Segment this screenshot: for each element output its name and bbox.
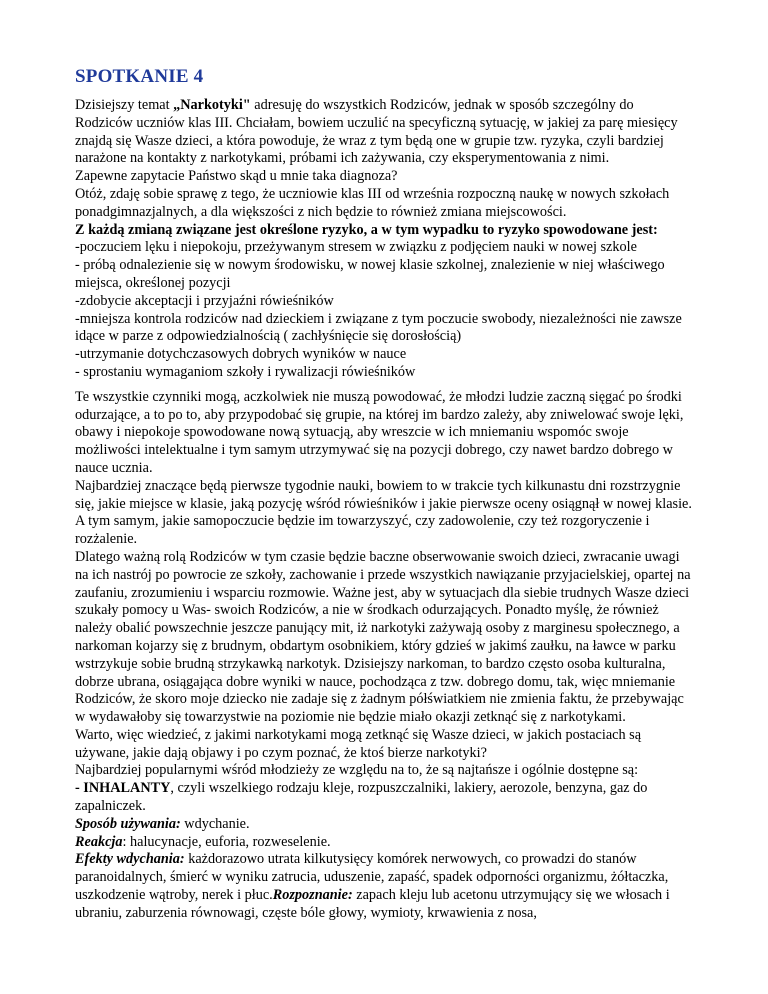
effects-label: Efekty wdychania:	[75, 851, 185, 868]
question-line: Zapewne zapytacie Państwo skąd u mnie taka diagnoza?	[75, 168, 398, 185]
inhalants-desc: , czyli wszelkiego rodzaju kleje, rozpuszczalniki, lakiery, aerozole, benzyna, gaz do zapalniczek.	[75, 780, 648, 815]
effects-paragraph	[75, 851, 695, 922]
intro-topic: „Narkotyki"	[173, 97, 251, 113]
inhalants-paragraph	[75, 780, 695, 816]
reaction-label: Reakcja	[75, 833, 123, 850]
inhalants-name: - INHALANTY	[75, 780, 171, 797]
body-paragraph: Warto, więc wiedzieć, z jakimi narkotykami mogą zetknąć się Wasze dzieci, w jakich postaciach są używane, jakie dają objawy i po czym poznać, że ktoś bierze narkotyki?	[75, 726, 642, 761]
paragraph-gap	[75, 382, 695, 389]
body-paragraph: Najbardziej popularnymi wśród młodzieży ze względu na to, że są najtańsze i ogólnie dostępne są:	[75, 762, 639, 779]
intro-lead: Dzisiejszy temat	[75, 97, 174, 113]
usage-line	[75, 816, 695, 834]
diagnosis-label: Rozpoznanie:	[272, 887, 353, 904]
body-paragraph: Te wszystkie czynniki mogą, aczkolwiek nie muszą powodować, że młodzi ludzie zaczną sięgać po środki odurzające, a to po to, aby przypodobać się grupie, na której im bardzo zależy, aby zniwelować swoje lęki, obawy i niepokoje spowodowane nową sytuacją, aby wreszcie w ich mniemaniu wspomóc swoje możliwości intelektualne i tym samym utrzymywać się na pozycji dobrego, czy nawet bardzo dobrego w nauce ucznia.	[75, 388, 684, 476]
diagnosis-value: zapach kleju lub acetonu utrzymujący się we włosach i ubraniu, zaburzenia równowagi, częste bóle głowy, wymioty, krwawienia z nosa,	[75, 887, 670, 921]
usage-value: wdychanie.	[180, 815, 250, 832]
body-paragraph: Najbardziej znaczące będą pierwsze tygodnie nauki, bowiem to w trakcie tych kilkunastu dni rozstrzygnie się, jakie miejsce w klasie, jaką pozycję wśród rówieśników i jakie pierwsze oceny osiągnął w nowej klasie. A tym samym, jakie samopoczucie będzie im towarzyszyć, czy zadowolenie, czy też rozgoryczenie i rozżalenie.	[75, 477, 692, 548]
usage-label: Sposób używania:	[75, 815, 181, 832]
body-paragraph: Dlatego ważną rolą Rodziców w tym czasie będzie baczne obserwowanie swoich dzieci, zwracanie uwagi na ich nastrój po powrocie ze szkoły, zachowanie i przede wszystkich nawiązanie przyjacielskiej, opartej na zaufaniu, zrozumieniu i wsparciu rozmowie. Ważne jest, aby w sytuacjach dla siebie trudnych Wasze dzieci szukały pomocy u Was- swoich Rodziców, a nie w środkach odurzających. Ponadto myślę, że również należy obalić powszechnie jeszcze panujący mit, iż narkotyki zażywają osoby z marginesu społecznego, a narkoman kojarzy się z brudnym, obdartym osobnikiem, który gdzieś w jakimś zaułku, na ławce w parku wstrzykuje sobie brudną strzykawką narkotyk. Dzisiejszy narkoman, to bardzo często osoba kulturalna, dobrze ubrana, osiągająca dobre wyniki w nauce, pochodząca z tzw. dobrego domu, tak, więc mniemanie Rodziców, że skoro moje dziecko nie zadaje się z żadnym półświatkiem nie zmienia faktu, że przebywając w wydawałoby się towarzystwie na poziomie nie będzie miało okazji zetknąć się z narkotykami.	[75, 548, 691, 726]
reaction-line	[75, 834, 695, 852]
answer-paragraph: Otóż, zdaję sobie sprawę z tego, że uczniowie klas III od września rozpoczną naukę w nowych szkołach ponadgimnazjalnych, a dla większości z nich będzie to również zmiana miejscowości.	[75, 185, 670, 220]
document-page	[75, 66, 695, 923]
reaction-value: : halucynacje, euforia, rozweselenie.	[122, 833, 331, 850]
effects-value: każdorazowo utrata kilkutysięcy komórek nerwowych, co prowadzi do stanów paranoidalnych, śmierć w wyniku zatrucia, uduszenie, zapaść, spadek odporności organizmu, żółtaczka, uszkodzenie wątroby, nerek i płuc.	[75, 851, 669, 904]
risk-item: -zdobycie akceptacji i przyjaźni rówieśników	[75, 292, 334, 309]
page-title: SPOTKANIE 4	[75, 66, 204, 87]
risk-item: - sprostaniu wymaganiom szkoły i rywalizacji rówieśników	[75, 363, 416, 380]
risk-heading: Z każdą zmianą związane jest określone ryzyko, a w tym wypadku to ryzyko spowodowane jest:	[75, 221, 658, 238]
risk-item: -poczuciem lęku i niepokoju, przeżywanym stresem w związku z podjęciem nauki w nowej szkole	[75, 239, 637, 256]
risk-item: -mniejsza kontrola rodziców nad dzieckiem i związane z tym poczucie swobody, niezależności nie zawsze idące w parze z odpowiedzialnością ( zachłyśnięcie się dorosłością)	[75, 310, 682, 345]
risk-item: -utrzymanie dotychczasowych dobrych wyników w nauce	[75, 346, 407, 363]
intro-paragraph	[75, 97, 695, 168]
intro-rest: adresuję do wszystkich Rodziców, jednak w sposób szczególny do Rodziców uczniów klas III. Chciałam, bowiem uczulić na specyficzną sytuację, w jakiej za parę miesięcy znajdą się Wasze dzieci, a która powoduje, że wraz z tym będą one w grupie tzw. ryzyka, czyli bardziej narażone na kontakty z narkotykami, próbami ich zażywania, czy eksperymentowania z nimi.	[75, 97, 678, 167]
risk-item: - próbą odnalezienie się w nowym środowisku, w nowej klasie szkolnej, znalezienie w niej właściwego miejsca, określonej pozycji	[75, 257, 665, 291]
